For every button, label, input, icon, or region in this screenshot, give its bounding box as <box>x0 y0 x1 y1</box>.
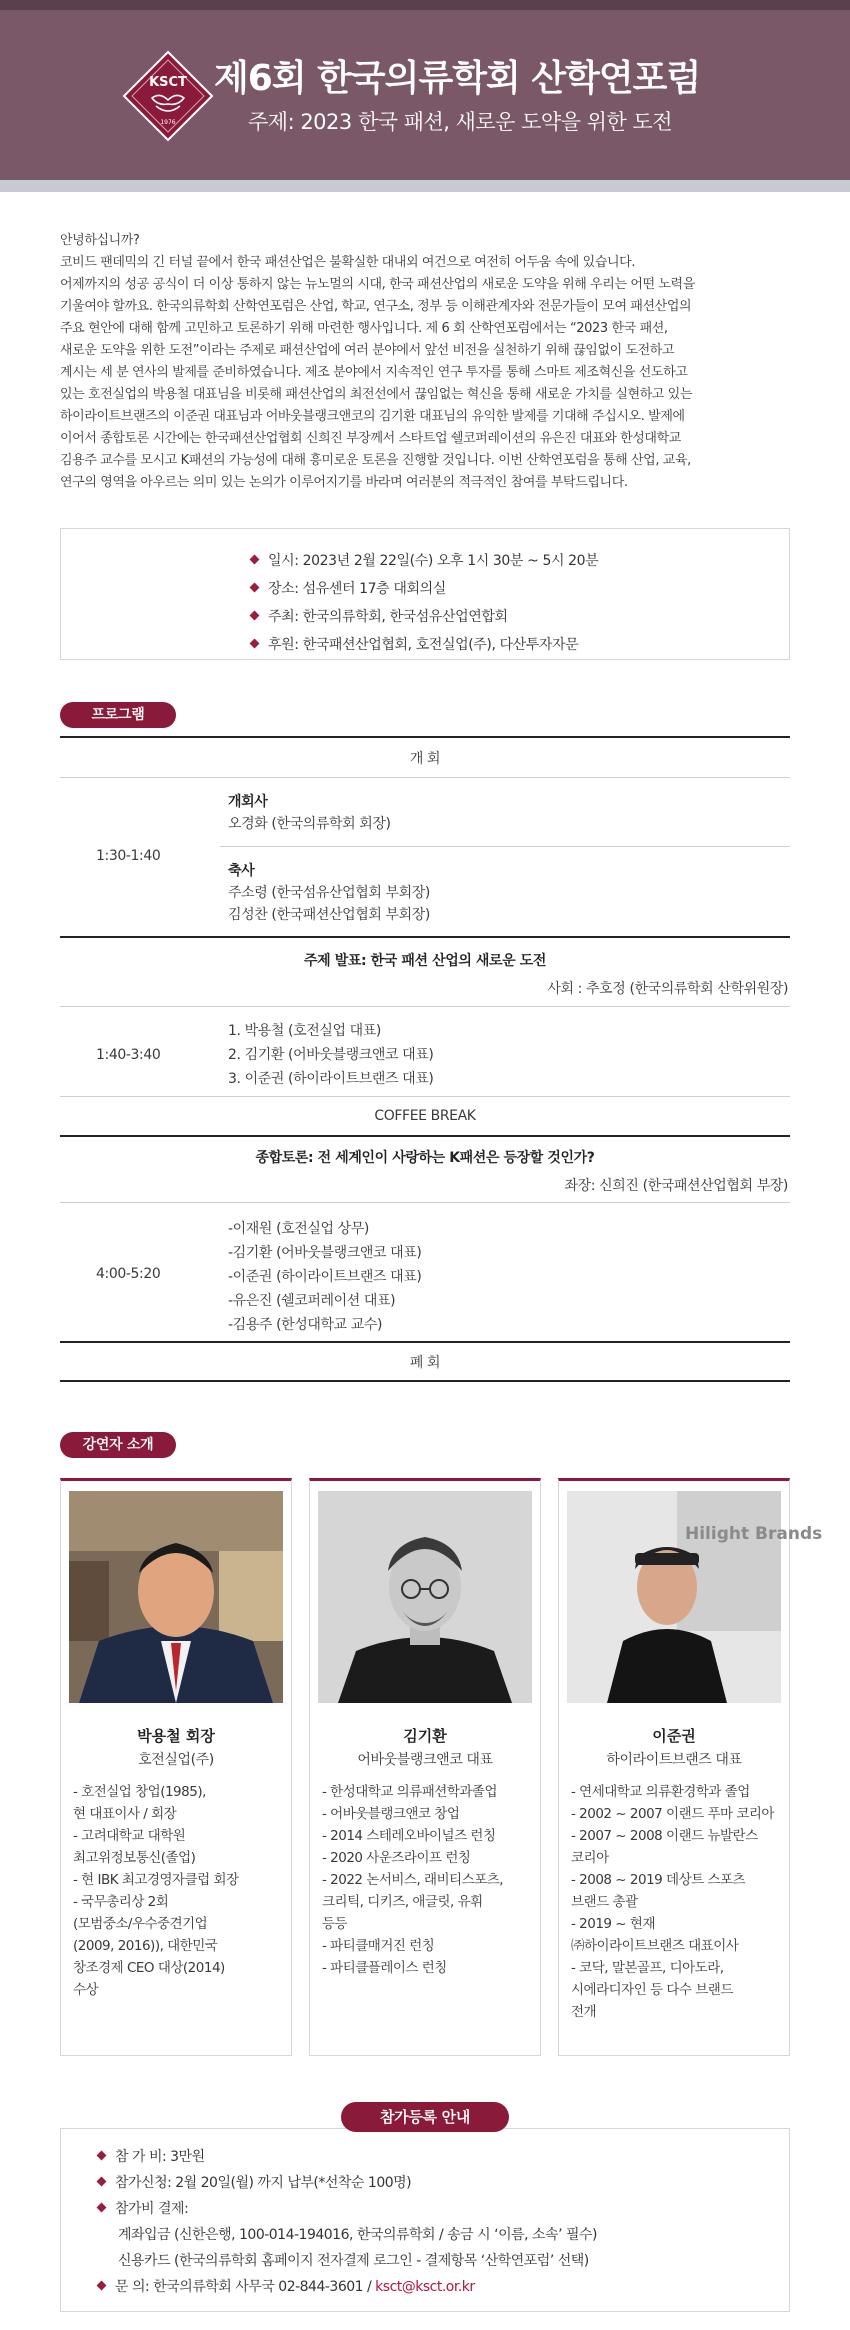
ksct-logo <box>122 50 214 142</box>
panelist-item: -김기환 (어바웃블랭크앤코 대표) <box>228 1245 422 1261</box>
history-line: 전개 <box>571 2004 597 2020</box>
intro-line: 있는 호전실업의 박용철 대표님을 비롯해 패션산업의 최전선에서 끊임없는 혁신을 통해 새로운 가치를 실현하고 있는 <box>60 387 693 402</box>
history-line: - 파티클매거진 런칭 <box>322 1938 435 1954</box>
reg-contact: 문 의: 한국의류학회 사무국 02-844-3601 / ksct@ksct.or.kr <box>98 2276 475 2296</box>
info-venue: 장소: 섬유센터 17층 대회의실 <box>251 575 789 603</box>
speaker-card <box>558 1478 823 2056</box>
intro-line: 계시는 세 분 연사의 발제를 준비하였습니다. 제조 분야에서 지속적인 연구 투자를 통해 스마트 제조혁신을 선도하고 <box>60 365 688 380</box>
event-info-box <box>60 528 790 660</box>
divider <box>60 1096 790 1097</box>
page-subtitle: 주제: 2023 한국 패션, 새로운 도약을 위한 도전 <box>248 110 672 134</box>
history-line: - 연세대학교 의류환경학과 졸업 <box>571 1784 750 1800</box>
reg-apply: 참가신청: 2월 20일(월) 까지 납부(*선착순 100명) <box>98 2172 411 2192</box>
speaker-org: 하이라이트브랜즈 대표 <box>606 1752 742 1768</box>
diamond-bullet-icon <box>250 554 260 564</box>
presenter-item: 3. 이준권 (하이라이트브랜즈 대표) <box>228 1071 434 1087</box>
congrats-speaker: 주소령 (한국섬유산업협회 부회장) <box>228 885 430 901</box>
speaker-card <box>60 1478 292 2056</box>
divider <box>60 1202 790 1203</box>
history-line: 코리아 <box>571 1850 609 1866</box>
registration-section-pill: 참가등록 안내 <box>341 2102 509 2132</box>
diamond-bullet-icon <box>97 2176 107 2186</box>
history-line: - 고려대학교 대학원 <box>73 1828 186 1844</box>
history-line: - 2022 논서비스, 래비티스포츠, <box>322 1872 504 1888</box>
intro-line: 안녕하십니까? <box>60 233 140 248</box>
intro-line: 코비드 팬데믹의 긴 터널 끝에서 한국 패션산업은 불확실한 대내외 여건으로 여전히 어두움 속에 있습니다. <box>60 255 636 270</box>
reg-payment-card: 신용카드 (한국의류학회 홈페이지 전자결제 로그인 - 결제항목 ‘산학연포럼’ 선택) <box>118 2253 589 2269</box>
speaker-name: 박용철 회장 <box>137 1727 215 1745</box>
speaker-photo-lee <box>567 1491 823 1703</box>
history-line: 수상 <box>73 1982 99 1998</box>
coffee-break: COFFEE BREAK <box>374 1108 476 1124</box>
divider <box>60 777 790 778</box>
reg-payment-bank: 계좌입금 (신한은행, 100-014-194016, 한국의류학회 / 송금 시 ‘이름, 소속’ 필수) <box>118 2227 597 2243</box>
history-line: 시에라디자인 등 다수 브랜드 <box>571 1982 733 1998</box>
diamond-bullet-icon <box>250 610 260 620</box>
intro-line: 하이라이트브랜즈의 이준권 대표님과 어바웃블랭크앤코의 김기환 대표님의 유익한 발제를 기대해 주십시오. 발제에 <box>60 409 685 424</box>
history-line: - 한성대학교 의류패션학과졸업 <box>322 1784 497 1800</box>
history-line: (모범중소/우수중견기업 <box>73 1916 208 1932</box>
header-top-stripe <box>0 0 850 10</box>
panelist-item: -김용주 (한성대학교 교수) <box>228 1317 383 1333</box>
history-line: - 2008 ~ 2019 데상트 스포츠 <box>571 1872 746 1888</box>
congrats-speaker: 김성찬 (한국패션산업협회 부회장) <box>228 907 430 923</box>
congrats-title: 축사 <box>228 863 255 879</box>
presenter-item: 2. 김기환 (어바웃블랭크앤코 대표) <box>228 1047 434 1063</box>
history-line: - 호전실업 창업(1985), <box>73 1784 206 1800</box>
logo-text: KSCT <box>149 75 187 90</box>
section-rule <box>60 1341 790 1343</box>
info-sponsor: 후원: 한국패션산업협회, 호전실업(주), 다산투자자문 <box>251 631 789 659</box>
intro-line: 새로운 도약을 위한 도전”이라는 주제로 패션산업에 여러 분야에서 앞선 비전을 실천하기 위해 끊임없이 도전하고 <box>60 343 675 358</box>
topic-title: 주제 발표: 한국 패션 산업의 새로운 도전 <box>303 953 547 969</box>
speaker-name: 김기환 <box>403 1727 447 1745</box>
logo-year: 1976 <box>160 119 176 126</box>
discussion-chair: 좌장: 신희진 (한국패션산업협회 부장) <box>564 1178 788 1194</box>
intro-line: 김용주 교수를 모시고 K패션의 가능성에 대해 흥미로운 토론을 진행할 것입니다. 이번 산학연포럼을 통해 산업, 교육, <box>60 453 691 468</box>
intro-line: 연구의 영역을 아우르는 의미 있는 논의가 이루어지기를 바라며 여러분의 적극적인 참여를 부탁드립니다. <box>60 475 628 490</box>
program-top-rule <box>60 736 790 738</box>
history-line: 등등 <box>322 1916 348 1932</box>
history-line: 현 대표이사 / 회장 <box>73 1806 177 1822</box>
header-bottom-stripe <box>0 180 850 192</box>
history-line: - 2019 ~ 현재 <box>571 1916 655 1932</box>
diamond-bullet-icon <box>97 2202 107 2212</box>
panelist-item: -이준권 (하이라이트브랜즈 대표) <box>228 1269 422 1285</box>
intro-line: 주요 현안에 대해 함께 고민하고 토론하기 위해 마련한 행사입니다. 제 6 회 산학연포럼에서는 “2023 한국 패션, <box>60 321 668 336</box>
info-host: 주최: 한국의류학회, 한국섬유산업연합회 <box>251 603 789 631</box>
speakers-section-pill: 강연자 소개 <box>60 1432 176 1458</box>
discussion-title: 종합토론: 전 세계인이 사랑하는 K패션은 등장할 것인가? <box>255 1150 595 1166</box>
diamond-bullet-icon <box>97 2150 107 2160</box>
session2-time: 1:40-3:40 <box>96 1047 161 1063</box>
history-line: - 2002 ~ 2007 이랜드 푸마 코리아 <box>571 1806 774 1822</box>
page-title: 제6회 한국의류학회 산학연포럼 <box>214 58 701 99</box>
reg-payment-title: 참가비 결제: <box>98 2198 188 2218</box>
section-rule <box>60 936 790 938</box>
speaker-history <box>322 1781 534 1979</box>
speaker-org: 어바웃블랭크앤코 대표 <box>357 1752 493 1768</box>
diamond-bullet-icon <box>250 638 260 648</box>
intro-text <box>60 230 790 494</box>
panelist-item: -유은진 (쉘코퍼레이션 대표) <box>228 1293 396 1309</box>
closing-label: 폐 회 <box>409 1355 441 1371</box>
topic-chair: 사회 : 추호정 (한국의류학회 산학위원장) <box>547 981 788 997</box>
history-line: 크리틱, 디키즈, 애글릿, 유휘 <box>322 1894 483 1910</box>
info-date: 일시: 2023년 2월 22일(수) 오후 1시 30분 ~ 5시 20분 <box>251 547 789 575</box>
history-line: - 2014 스테레오바이널즈 런칭 <box>322 1828 496 1844</box>
diamond-bullet-icon <box>250 582 260 592</box>
history-line: - 파티클플레이스 런칭 <box>322 1960 447 1976</box>
history-line: (2009, 2016)), 대한민국 <box>73 1938 218 1954</box>
intro-line: 기울여야 할까요. 한국의류학회 산학연포럼은 산업, 학교, 연구소, 정부 등 이해관계자와 전문가들이 모여 패션산업의 <box>60 299 692 314</box>
divider <box>60 1006 790 1007</box>
history-line: 창조경제 CEO 대상(2014) <box>73 1960 225 1976</box>
speaker-name: 이준권 <box>652 1727 696 1745</box>
program-bottom-rule <box>60 1380 790 1382</box>
history-line: 최고위정보통신(졸업) <box>73 1850 196 1866</box>
speaker-history <box>571 1781 783 2023</box>
session1-time: 1:30-1:40 <box>96 848 161 864</box>
speaker-card <box>309 1478 541 2056</box>
history-line: - 어바웃블랭크앤코 창업 <box>322 1806 460 1822</box>
program-section-pill: 프로그램 <box>60 702 176 728</box>
speaker-photo-kim <box>318 1491 532 1703</box>
history-line: - 코닥, 말본골프, 디아도라, <box>571 1960 724 1976</box>
history-line: - 국무총리상 2회 <box>73 1894 169 1910</box>
history-line: 브랜드 총괄 <box>571 1894 638 1910</box>
history-line: - 2007 ~ 2008 이랜드 뉴발란스 <box>571 1828 758 1844</box>
divider <box>220 846 790 847</box>
panelist-item: -이재원 (호전실업 상무) <box>228 1221 369 1237</box>
welcome-speaker: 오경화 (한국의류학회 회장) <box>228 816 391 832</box>
history-line: - 현 IBK 최고경영자클럽 회장 <box>73 1872 239 1888</box>
diamond-bullet-icon <box>97 2280 107 2290</box>
session3-time: 4:00-5:20 <box>96 1266 161 1282</box>
history-line: - 2020 사운즈라이프 런칭 <box>322 1850 471 1866</box>
intro-line: 이어서 종합토론 시간에는 한국패션산업협회 신희진 부장께서 스타트업 쉘코퍼레이션의 유은진 대표와 한성대학교 <box>60 431 681 446</box>
intro-line: 어제까지의 성공 공식이 더 이상 통하지 않는 뉴노멀의 시대, 한국 패션산업의 새로운 도약을 위해 우리는 어떤 노력을 <box>60 277 695 292</box>
speaker-org: 호전실업(주) <box>138 1752 214 1768</box>
speaker-history <box>73 1781 285 2001</box>
reg-fee: 참 가 비: 3만원 <box>98 2146 205 2166</box>
history-line: ㈜하이라이트브랜즈 대표이사 <box>571 1938 739 1954</box>
presenter-item: 1. 박용철 (호전실업 대표) <box>228 1023 381 1039</box>
photo-sign-text: Hilight Brands <box>685 1524 823 1544</box>
speaker-photo-park <box>69 1491 283 1703</box>
contact-email-link[interactable]: ksct@ksct.or.kr <box>375 2279 475 2295</box>
opening-label: 개 회 <box>409 751 441 767</box>
section-rule <box>60 1135 790 1137</box>
welcome-title: 개회사 <box>228 794 268 810</box>
